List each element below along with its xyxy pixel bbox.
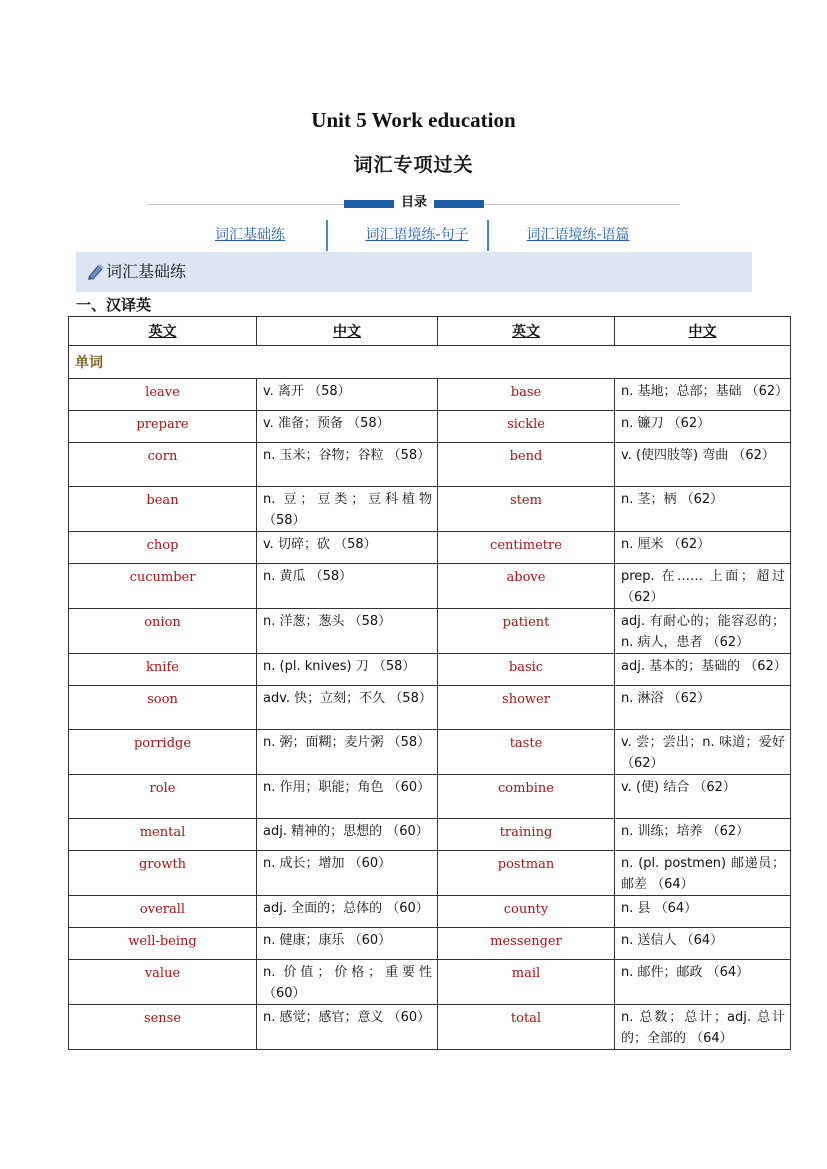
english-word: cucumber	[69, 564, 257, 609]
english-word: well-being	[69, 928, 257, 960]
table-row	[69, 443, 791, 487]
section-label: 词汇基础练	[106, 262, 187, 281]
table-row	[69, 487, 791, 532]
chinese-meaning: n. 县 （64）	[615, 896, 791, 928]
chinese-meaning: n. 健康；康乐 （60）	[257, 928, 438, 960]
column-header: 中文	[257, 317, 438, 346]
english-word: overall	[69, 896, 257, 928]
toc-link-sentences[interactable]: 词汇语境练-句子	[365, 227, 469, 243]
english-word: postman	[438, 851, 615, 896]
english-word: base	[438, 379, 615, 411]
chinese-meaning: v. 准备；预备 （58）	[257, 411, 438, 443]
english-word: combine	[438, 775, 615, 819]
english-word: onion	[69, 609, 257, 654]
table-row	[69, 654, 791, 686]
chinese-meaning: n. 玉米；谷物；谷粒 （58）	[257, 443, 438, 487]
english-word: sickle	[438, 411, 615, 443]
chinese-meaning: n. 基地；总部；基础 （62）	[615, 379, 791, 411]
chinese-meaning: v. 离开 （58）	[257, 379, 438, 411]
english-word: prepare	[69, 411, 257, 443]
chinese-meaning: n. 豆；豆类；豆科植物 （58）	[257, 487, 438, 532]
column-header: 英文	[69, 317, 257, 346]
chinese-meaning: n. 价值；价格；重要性 （60）	[257, 960, 438, 1005]
column-header: 中文	[615, 317, 791, 346]
chinese-meaning: n. 茎；柄 （62）	[615, 487, 791, 532]
chinese-meaning: adj. 有耐心的；能容忍的；n. 病人，患者 （62）	[615, 609, 791, 654]
english-word: centimetre	[438, 532, 615, 564]
english-word: porridge	[69, 730, 257, 775]
chinese-meaning: n. 感觉；感官；意义 （60）	[257, 1005, 438, 1050]
chinese-meaning: n. 镰刀 （62）	[615, 411, 791, 443]
chinese-meaning: n. 洋葱；葱头 （58）	[257, 609, 438, 654]
chinese-meaning: v. 切碎；砍 （58）	[257, 532, 438, 564]
english-word: bend	[438, 443, 615, 487]
chinese-meaning: n. 粥；面糊；麦片粥 （58）	[257, 730, 438, 775]
chinese-meaning: n. 成长；增加 （60）	[257, 851, 438, 896]
chinese-meaning: v. (使四肢等) 弯曲 （62）	[615, 443, 791, 487]
english-word: taste	[438, 730, 615, 775]
chinese-meaning: n. 黄瓜 （58）	[257, 564, 438, 609]
toc-bar-right	[434, 200, 484, 208]
english-word: stem	[438, 487, 615, 532]
group-row	[69, 346, 791, 379]
chinese-meaning: n. 厘米 （62）	[615, 532, 791, 564]
chinese-meaning: adj. 全面的；总体的 （60）	[257, 896, 438, 928]
group-label: 单词	[69, 346, 791, 379]
chinese-meaning: adv. 快；立刻；不久 （58）	[257, 686, 438, 730]
toc-bar-left	[344, 200, 394, 208]
page-title: Unit 5 Work education	[311, 108, 516, 132]
table-header-row	[69, 317, 791, 346]
table-row	[69, 851, 791, 896]
table-row	[69, 896, 791, 928]
english-word: bean	[69, 487, 257, 532]
chinese-meaning: n. 送信人 （64）	[615, 928, 791, 960]
english-word: chop	[69, 532, 257, 564]
section-banner	[76, 252, 752, 292]
table-row	[69, 411, 791, 443]
english-word: growth	[69, 851, 257, 896]
pen-icon	[86, 264, 104, 280]
chinese-meaning: v. 尝；尝出；n. 味道；爱好 （62）	[615, 730, 791, 775]
chinese-meaning: n. (pl. postmen) 邮递员；邮差 （64）	[615, 851, 791, 896]
english-word: messenger	[438, 928, 615, 960]
chinese-meaning: adj. 基本的；基础的 （62）	[615, 654, 791, 686]
toc-link-basic[interactable]: 词汇基础练	[215, 227, 285, 243]
table-row	[69, 775, 791, 819]
chinese-meaning: n. 训练；培养 （62）	[615, 819, 791, 851]
english-word: total	[438, 1005, 615, 1050]
toc-link-passage[interactable]: 词汇语境练-语篇	[526, 227, 630, 243]
table-row	[69, 928, 791, 960]
english-word: knife	[69, 654, 257, 686]
part-heading: 一、汉译英	[76, 296, 152, 314]
page-subtitle: 词汇专项过关	[353, 154, 474, 176]
table-row	[69, 379, 791, 411]
chinese-meaning: n. (pl. knives) 刀 （58）	[257, 654, 438, 686]
table-row	[69, 730, 791, 775]
toc-separator	[326, 220, 328, 251]
english-word: mail	[438, 960, 615, 1005]
english-word: mental	[69, 819, 257, 851]
english-word: value	[69, 960, 257, 1005]
chinese-meaning: n. 淋浴 （62）	[615, 686, 791, 730]
table-row	[69, 532, 791, 564]
english-word: patient	[438, 609, 615, 654]
table-row	[69, 819, 791, 851]
chinese-meaning: v. (使) 结合 （62）	[615, 775, 791, 819]
column-header: 英文	[438, 317, 615, 346]
toc-label: 目录	[394, 194, 434, 212]
english-word: basic	[438, 654, 615, 686]
table-row	[69, 1005, 791, 1050]
english-word: training	[438, 819, 615, 851]
table-row	[69, 686, 791, 730]
english-word: soon	[69, 686, 257, 730]
english-word: sense	[69, 1005, 257, 1050]
chinese-meaning: prep. 在…… 上面；超过 （62）	[615, 564, 791, 609]
toc-separator	[487, 220, 489, 251]
table-row	[69, 564, 791, 609]
english-word: above	[438, 564, 615, 609]
english-word: role	[69, 775, 257, 819]
chinese-meaning: n. 邮件；邮政 （64）	[615, 960, 791, 1005]
toc-links	[164, 220, 664, 250]
english-word: county	[438, 896, 615, 928]
english-word: shower	[438, 686, 615, 730]
chinese-meaning: n. 总数；总计；adj. 总计的；全部的 （64）	[615, 1005, 791, 1050]
table-row	[69, 960, 791, 1005]
chinese-meaning: n. 作用；职能；角色 （60）	[257, 775, 438, 819]
english-word: corn	[69, 443, 257, 487]
vocabulary-table	[68, 316, 791, 1050]
table-row	[69, 609, 791, 654]
english-word: leave	[69, 379, 257, 411]
chinese-meaning: adj. 精神的；思想的 （60）	[257, 819, 438, 851]
